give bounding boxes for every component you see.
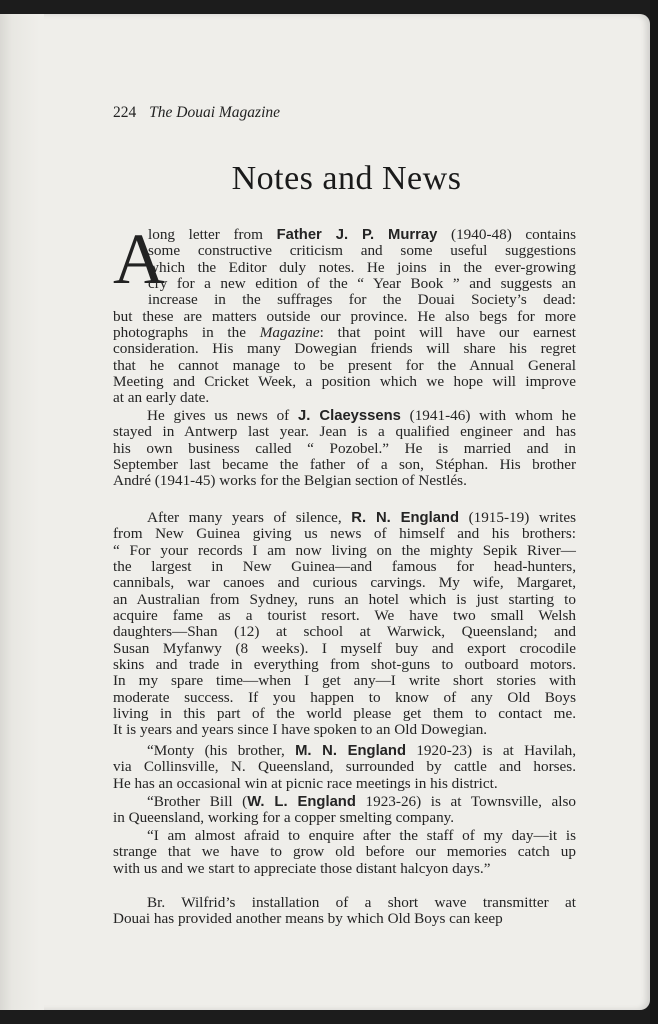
text-run: He gives us news of xyxy=(147,407,298,424)
text-line xyxy=(113,706,576,722)
page-number: 224 xyxy=(113,104,137,121)
text-line xyxy=(113,844,576,860)
text-line xyxy=(113,526,576,542)
text-line xyxy=(113,424,576,440)
text-run: “Brother Bill ( xyxy=(147,793,248,810)
text-line xyxy=(113,510,576,526)
paragraph xyxy=(113,408,576,490)
person-name: R. N. England xyxy=(351,510,459,526)
text-run: the largest in New Guinea—and famous for head-hunters, xyxy=(113,558,576,576)
text-line xyxy=(113,374,576,390)
text-run: September last became the father of a son, Stéphan. His brother xyxy=(113,456,576,474)
text-run: (1940-48) contains xyxy=(437,226,576,243)
text-run: daughters—Shan (12) at school at Warwick, Queensland; and xyxy=(113,623,576,641)
text-run: (1941-46) with whom he xyxy=(400,407,576,424)
text-line xyxy=(113,722,576,738)
text-line xyxy=(113,408,576,424)
text-line xyxy=(113,292,576,308)
text-run: his own business called “ Pozobel.” He is married and in xyxy=(113,439,576,457)
text-run: moderate success. If you happen to know of any Old Boys xyxy=(113,688,576,706)
text-run: an Australian from Sydney, runs an hotel which is just starting to xyxy=(113,590,576,608)
running-header xyxy=(113,104,280,122)
text-run: photographs in the xyxy=(113,324,260,342)
text-line xyxy=(113,673,576,689)
text-line xyxy=(113,810,576,826)
text-line xyxy=(113,276,576,292)
text-run: “I am almost afraid to enquire after the staff of my day—it is xyxy=(147,827,576,844)
text-run: that he cannot manage to be present for the Annual General xyxy=(113,356,576,374)
text-run: with us and we start to appreciate those distant halcyon days.” xyxy=(113,859,491,877)
person-name: J. Claeyssens xyxy=(298,408,401,424)
text-line xyxy=(113,341,576,357)
text-line xyxy=(113,911,576,927)
text-run: but these are matters outside our province. He also begs for more xyxy=(113,307,576,325)
text-line xyxy=(113,776,576,792)
book-cover-edge xyxy=(650,0,658,1024)
text-line xyxy=(113,743,576,759)
text-line xyxy=(113,309,576,325)
text-run: from New Guinea giving us news of himself and his brothers: xyxy=(113,525,576,543)
text-run: long letter from xyxy=(148,226,277,243)
person-name: Father J. P. Murray xyxy=(276,227,438,243)
text-line xyxy=(113,828,576,844)
text-line xyxy=(113,325,576,341)
text-run: consideration. His many Dowegian friends will share his regret xyxy=(113,340,576,358)
text-run: cry for a new edition of the “ Year Book ” and suggests an xyxy=(148,275,576,293)
text-run: In my spare time—when I get any—I write short stories with xyxy=(113,672,576,690)
text-line xyxy=(113,441,576,457)
person-name: M. N. England xyxy=(295,743,406,759)
text-run: Douai has provided another means by which Old Boys can keep xyxy=(113,910,503,928)
text-line xyxy=(113,260,576,276)
text-run: 1923-26) is at Townsville, also xyxy=(355,793,577,810)
text-line xyxy=(113,608,576,624)
text-run: cannibals, war canoes and curious carvings. My wife, Margaret, xyxy=(113,574,576,592)
text-line xyxy=(113,759,576,775)
text-run: acquire fame as a tourist resort. We have two small Welsh xyxy=(113,607,576,625)
paragraph xyxy=(113,794,576,827)
paragraph xyxy=(113,743,576,792)
text-line xyxy=(113,861,576,877)
person-name: W. L. England xyxy=(247,794,356,810)
text-run: increase in the suffrages for the Douai Society’s dead: xyxy=(148,291,576,309)
text-run: Susan Myfanwy (8 weeks). I myself buy and export crocodile xyxy=(113,639,576,657)
text-line xyxy=(113,657,576,673)
text-line xyxy=(113,243,576,259)
publication-title: The Douai Magazine xyxy=(149,104,281,121)
text-run: via Collinsville, N. Queensland, surrounded by cattle and horses. xyxy=(113,758,576,776)
text-run: “Monty (his brother, xyxy=(147,742,296,759)
text-run: : that point will have our earnest xyxy=(319,324,576,342)
text-run: which the Editor duly notes. He joins in the ever-growing xyxy=(148,258,576,276)
text-line xyxy=(113,690,576,706)
text-line xyxy=(113,473,576,489)
paragraph xyxy=(113,510,576,739)
text-line xyxy=(113,592,576,608)
paragraph xyxy=(113,828,576,877)
text-line xyxy=(113,559,576,575)
text-run: at an early date. xyxy=(113,389,210,407)
text-line xyxy=(113,390,576,406)
text-line xyxy=(113,227,576,243)
text-line xyxy=(113,543,576,559)
text-run: stayed in Antwerp last year. Jean is a qualified engineer and has xyxy=(113,423,576,441)
paragraph xyxy=(113,895,576,928)
text-run: skins and trade in everything from shot-guns to outboard motors. xyxy=(113,656,576,674)
text-line xyxy=(113,794,576,810)
text-run: living in this part of the world please get them to contact me. xyxy=(113,705,576,723)
text-run: It is years and years since I have spoken to an Old Dowegian. xyxy=(113,721,488,739)
text-run: in Queensland, working for a copper smelting company. xyxy=(113,809,455,827)
text-run: He has an occasional win at picnic race meetings in his district. xyxy=(113,774,498,792)
italic-text: Magazine xyxy=(259,324,320,342)
text-run: strange that we have to grow old before our memories catch up xyxy=(113,843,576,861)
text-run: some constructive criticism and some useful suggestions xyxy=(148,242,576,260)
text-run: Meeting and Cricket Week, a position which we hope will improve xyxy=(113,373,576,391)
text-line xyxy=(113,457,576,473)
article-title: Notes and News xyxy=(231,160,462,197)
text-run: André (1941-45) works for the Belgian section of Nestlés. xyxy=(113,472,467,490)
text-run: “ For your records I am now living on the mighty Sepik River— xyxy=(113,541,576,559)
text-run: After many years of silence, xyxy=(147,509,352,526)
text-line xyxy=(113,575,576,591)
paragraph xyxy=(113,219,576,407)
drop-cap: A xyxy=(113,219,165,299)
text-run: (1915-19) writes xyxy=(459,509,576,526)
text-line xyxy=(113,624,576,640)
text-run: 1920-23) is at Havilah, xyxy=(406,742,576,759)
text-line xyxy=(113,895,576,911)
text-run: Br. Wilfrid’s installation of a short wave transmitter at xyxy=(147,894,576,911)
text-line xyxy=(113,358,576,374)
text-line xyxy=(113,641,576,657)
